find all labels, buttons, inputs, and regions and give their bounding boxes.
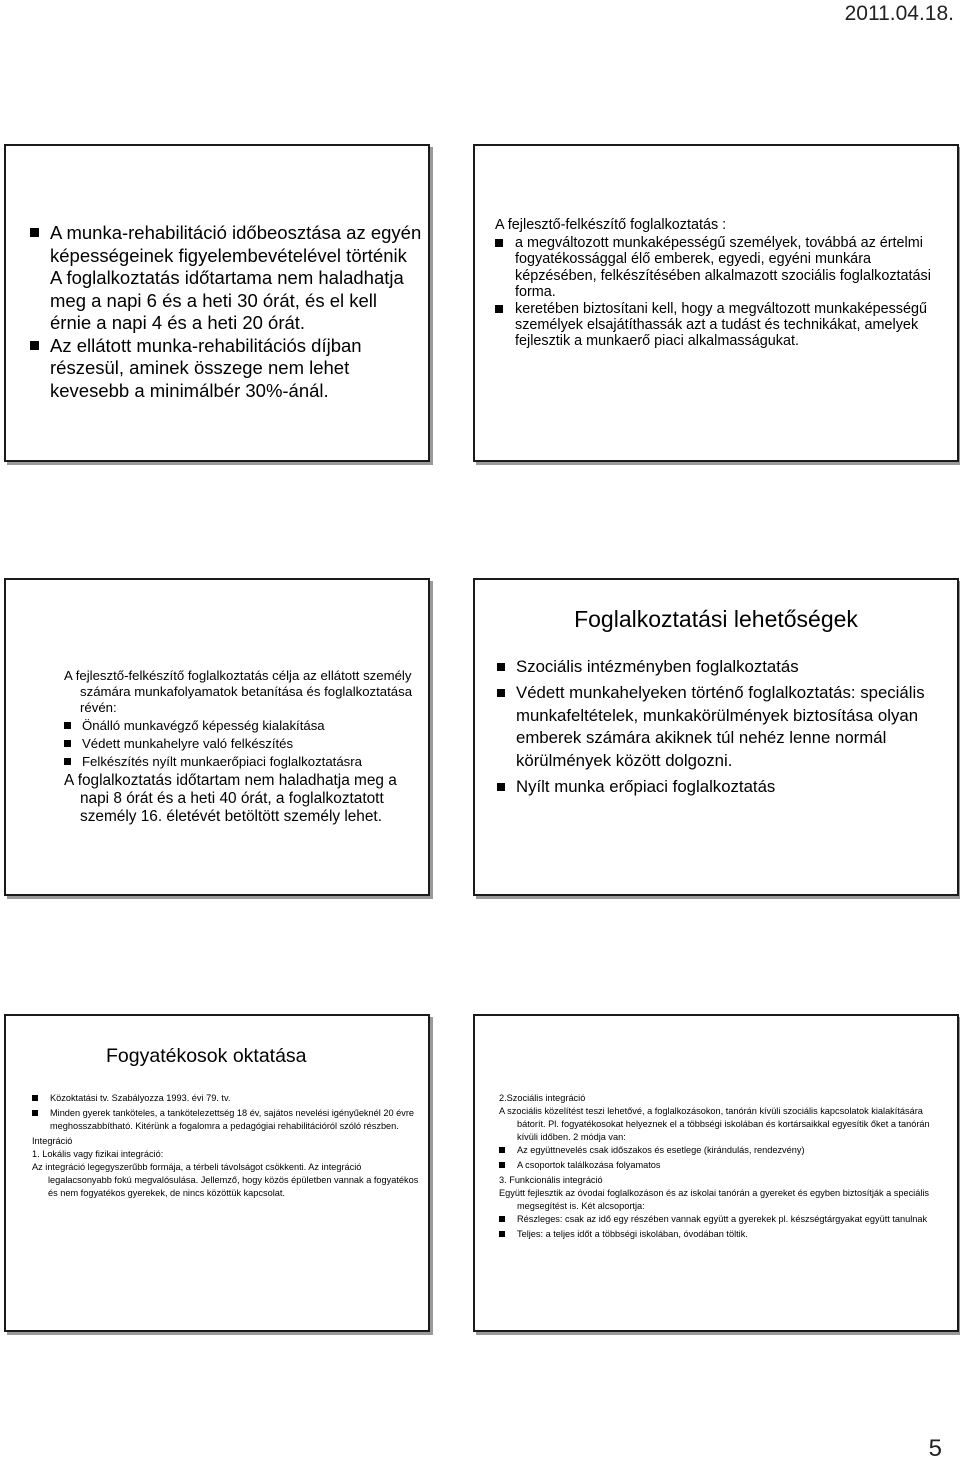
text-line: Integráció: [32, 1136, 73, 1146]
bullet-item: Védett munkahelyeken történő foglalkoztatás: speciális munkafeltételek, munkakörülmények biztosítása olyan emberek számára akiknek túl nehéz lenne normál körülmények között dolgozni.: [497, 682, 947, 773]
slide-disability-education: [4, 1014, 430, 1332]
bullet-item: Nyílt munka erőpiaci foglalkoztatás: [497, 776, 947, 799]
bullet-list: [495, 235, 945, 349]
slide-closing-text: A foglalkoztatás időtartam nem haladhatja meg a napi 8 órát és a heti 40 órát, a foglalkoztatott személy 16. életévét betöltött személy lehet.: [64, 772, 397, 825]
page-number: 5: [928, 1435, 942, 1462]
bullet-list: [499, 1213, 949, 1241]
bullet-item: Részleges: csak az idő egy részében vannak együtt a gyerekek pl. készségtárgyakat együtt tanulnak: [499, 1213, 949, 1226]
slide-employment-options: [473, 578, 959, 896]
slide-title: Foglalkoztatási lehetőségek: [574, 606, 858, 632]
bullet-item: Közoktatási tv. Szabályozza 1993. évi 79. tv.: [32, 1092, 424, 1105]
slide-rehabilitation-schedule: [4, 144, 430, 462]
bullet-list: [499, 1144, 949, 1172]
bullet-item: a megváltozott munkaképességű személyek, továbbá az értelmi fogyatékossággal élő emberek, egyedi, egyéni munkára képzésében, felkészítésében alkalmazott szociális foglalkoztatási forma.: [495, 235, 945, 300]
bullet-item: Az ellátott munka-rehabilitációs díjban részesül, aminek összege nem lehet kevesebb a minimálbér 30%-ánál.: [30, 335, 422, 403]
bullet-item: Teljes: a teljes időt a többségi iskolában, óvodában töltik.: [499, 1228, 949, 1241]
section-heading: 3. Funkcionális integráció: [499, 1175, 603, 1185]
bullet-item: Az együttnevelés csak időszakos és esetlege (kirándulás, rendezvény): [499, 1144, 949, 1157]
bullet-item: Felkészítés nyílt munkaerőpiaci foglalkoztatásra: [64, 754, 424, 770]
bullet-list: [32, 1092, 424, 1133]
bullet-item: A csoportok találkozása folyamatos: [499, 1159, 949, 1172]
bullet-item: Szociális intézményben foglalkoztatás: [497, 656, 947, 679]
section-heading: 2.Szociális integráció: [499, 1093, 586, 1103]
slide-lead-text: A fejlesztő-felkészítő foglalkoztatás :: [495, 217, 727, 233]
text-paragraph: Együtt fejlesztik az óvodai foglalkozáson és az iskolai tanórán a gyereket és egyben biztosítják a speciális megsegítést is. Két alcsoportja:: [499, 1188, 930, 1211]
header-date: 2011.04.18.: [844, 2, 954, 25]
text-paragraph: Az integráció legegyszerűbb formája, a térbeli távolságot csökkenti. Az integráció legalacsonyabb fokú megvalósulása. Jellemző, hogy közös épületben vannak a fogyatékos és nem fogyatékos gyerekek, de nincs közöttük kapcsolat.: [32, 1162, 419, 1198]
bullet-list: [30, 222, 422, 402]
slide-intro-text: A fejlesztő-felkészítő foglalkoztatás célja az ellátott személy számára munkafolyamatok betanítása és foglalkoztatása révén:: [64, 668, 413, 715]
slide-development-employment: [473, 144, 959, 462]
bullet-item: keretében biztosítani kell, hogy a megváltozott munkaképességű személyek elsajátíthassák azt a tudást és technikákat, amelyek fejlesztik a munkaerő piaci alkalmasságukat.: [495, 301, 945, 350]
bullet-item: Védett munkahelyre való felkészítés: [64, 736, 424, 752]
slide-social-integration: [473, 1014, 959, 1332]
bullet-item: Minden gyerek tanköteles, a tankötelezettség 18 év, sajátos nevelési igényűeknél 20 évre meghosszabbítható. Kitérünk a fogalomra a pedagógiai rehabilitációról szóló részben.: [32, 1107, 424, 1133]
bullet-list: [497, 656, 947, 802]
bullet-list: [64, 718, 424, 770]
slide-title: Fogyatékosok oktatása: [106, 1045, 307, 1067]
text-line: 1. Lokális vagy fizikai integráció:: [32, 1149, 164, 1159]
text-paragraph: A szociális közelítést teszi lehetővé, a foglalkozásokon, tanórán kívüli szociális kapcsolatok kialakítására bátorít. Pl. fogyatékosokat helyeznek el a többségi iskolában és kortársaikkal egyesítik őket a tanórán kívüli időben. 2 módja van:: [499, 1106, 930, 1142]
bullet-item: Önálló munkavégző képesség kialakítása: [64, 718, 424, 734]
slide-employment-goal: [4, 578, 430, 896]
bullet-item: A munka-rehabilitáció időbeosztása az egyén képességeinek figyelembevételével történik A foglalkoztatás időtartama nem haladhatja meg a napi 6 és a heti 30 órát, és el kell érnie a napi 4 és a heti 20 órát.: [30, 222, 422, 335]
